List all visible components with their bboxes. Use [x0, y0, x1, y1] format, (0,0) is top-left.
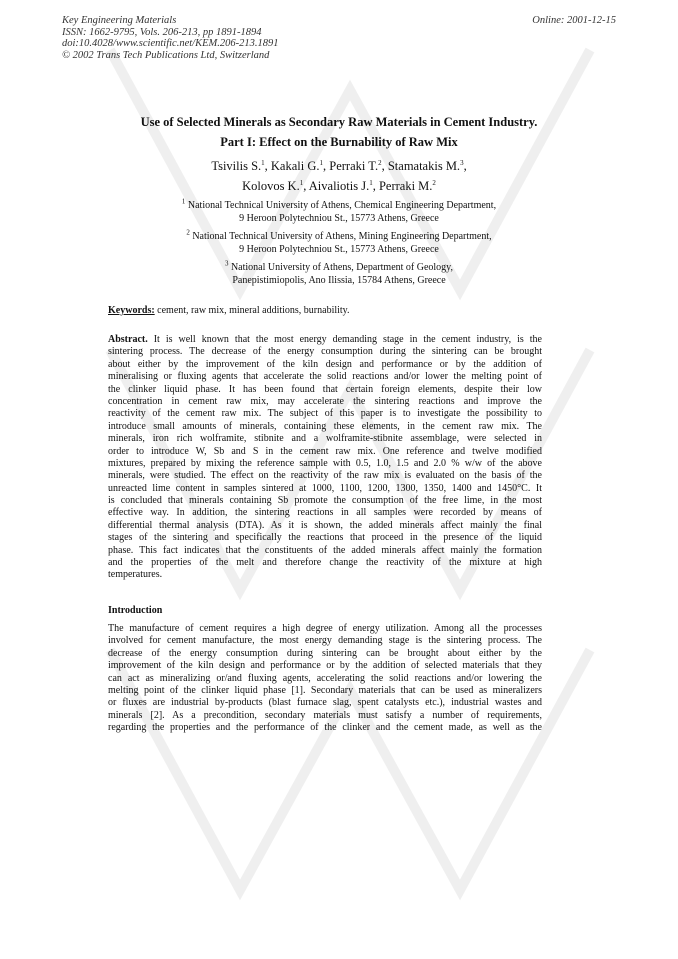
affiliation-line: National University of Athens, Department of Geology, — [230, 262, 454, 273]
paper-title-line-2: Part I: Effect on the Burnability of Raw Mix — [220, 135, 458, 149]
author-name: Stamatakis M. — [387, 159, 461, 173]
keywords — [108, 305, 350, 316]
affiliation-marker: 3 — [224, 259, 229, 268]
author-name: Kolovos K. — [242, 179, 300, 193]
abstract-line: differential thermal analysis (DTA). As it is shown, the added minerals affect mainly the final — [108, 519, 542, 531]
online-date: Online: 2001-12-15 — [532, 15, 616, 26]
abstract-line: about either by the improvement of the kiln design and performance or by the addition of — [108, 358, 542, 370]
abstract-line: stages of the sintering and specifically the reactions that proceed in the presence of the liquid — [108, 532, 542, 544]
author-name: Perraki M. — [378, 179, 433, 193]
abstract-line: concentration in cement raw mix, may accelerate the sintering reactions and improve the — [108, 395, 542, 407]
abstract-line: unreacted lime content in samples sintered at 1000, 1100, 1200, 1300, 1350, 1400 and 1450°C. It — [108, 482, 542, 494]
affiliation-address: 9 Heroon Polytechniou St., 15773 Athens, Greece — [239, 243, 439, 255]
paper-title-line-1: Use of Selected Minerals as Secondary Raw Materials in Cement Industry. — [140, 115, 538, 129]
affiliation — [100, 228, 578, 256]
affiliation — [100, 197, 578, 225]
abstract-line: reactivity of the cement raw mix. The subject of this paper is to investigate the possibility to — [108, 408, 542, 420]
intro-line: The manufacture of cement requires a high degree of energy utilization. Among all the processes — [108, 623, 542, 634]
abstract — [108, 334, 542, 582]
abstract-line: mineralising or fluxing agents that accelerate the solid reactions and/or lower the melting point of — [108, 371, 542, 383]
abstract-line: and the properties of the melt and therefore change the reactivity of the mixture at high — [108, 557, 542, 569]
author-affil-marker: 1 — [261, 158, 265, 167]
keywords-text: cement, raw mix, mineral additions, burnability. — [157, 305, 350, 316]
author-name: Perraki T. — [329, 159, 379, 173]
abstract-line: temperatures. — [108, 569, 163, 581]
title-block — [100, 112, 578, 196]
intro-line: decrease of the energy consumption during sintering can be brought about either by the — [108, 647, 542, 659]
abstract-line: phase. This fact indicates that the constituents of the added minerals affect mainly the formation — [108, 544, 542, 556]
author-list — [100, 156, 578, 196]
introduction-heading: Introduction — [108, 605, 163, 616]
affiliation-line: National Technical University of Athens, Mining Engineering Department, — [192, 231, 492, 242]
abstract-label: Abstract. — [108, 334, 148, 345]
affiliation — [100, 259, 578, 287]
author-affil-marker: 1 — [299, 178, 304, 187]
abstract-line: is concluded that minerals containing Sb promote the consumption of the free lime, in the most — [108, 495, 542, 507]
abstract-line-1 — [108, 334, 542, 346]
keywords-label: Keywords: — [108, 305, 155, 316]
intro-line: improvement of the kiln design and performance or by the addition of selected materials that they — [108, 660, 542, 672]
abstract-line: order to introduce W, Sb and S in the cement raw mix. One reference and twelve modified — [108, 445, 542, 457]
affiliation-address: Panepistimiopolis, Ano Ilissia, 15784 Athens, Greece — [232, 274, 446, 286]
abstract-line: effective way. In addition, the sintering reactions in all samples were recorded by means of — [108, 507, 542, 519]
author-name: Kakali G. — [270, 159, 320, 173]
author-name: Tsivilis S. — [211, 159, 262, 173]
copyright-line: © 2002 Trans Tech Publications Ltd, Switzerland — [62, 49, 270, 61]
affiliation-marker: 2 — [186, 228, 190, 237]
abstract-line: minerals, were studied. The effect on the reactivity of the raw mix is evaluated on the basis of the — [108, 470, 542, 482]
affiliations — [100, 197, 578, 293]
introduction-body — [108, 623, 542, 735]
abstract-line: the clinker liquid phase. It has been found that certain foreign elements, despite their low — [108, 383, 542, 395]
abstract-line: mixtures, prepared by mixing the reference sample with 0.5, 1.0, 1.5 and 2.0 % w/w of the above — [108, 457, 542, 469]
abstract-line: minerals, iron rich wolframite, stibnite and a wolframite-stibnite assemblage, were selected in — [108, 433, 542, 445]
intro-line: or fluxes are industrial by-products (blast furnace slag, spent catalysts etc.), industrial wastes and — [108, 697, 542, 709]
author-affil-marker: 3 — [460, 158, 464, 167]
affiliation-marker: 1 — [181, 197, 186, 206]
issn-line: ISSN: 1662-9795, Vols. 206-213, pp 1891-1894 — [62, 26, 262, 38]
intro-line: can act as mineralizing or/and fluxing agents, accelerating the solid reactions and/or lowering the — [108, 672, 542, 684]
abstract-text: It is well known that the most energy demanding stage in the cement industry, is the — [153, 334, 542, 345]
doi-line: doi:10.4028/www.scientific.net/KEM.206-213.1891 — [62, 38, 279, 49]
journal-name: Key Engineering Materials — [62, 15, 177, 26]
intro-line: involved for cement manufacture, the most energy demanding stage is the sintering process. The — [108, 635, 542, 647]
author-affil-marker: 1 — [319, 158, 324, 167]
author-name: Aivaliotis J. — [308, 179, 370, 193]
journal-citation — [62, 15, 279, 61]
author-affil-marker: 2 — [378, 158, 382, 167]
intro-line: melting point of the clinker liquid phase [1]. Secondary materials that can be used as mineralizers — [108, 684, 542, 696]
affiliation-address: 9 Heroon Polytechniou St., 15773 Athens, Greece — [239, 212, 439, 224]
author-line-1: Tsivilis S.$^1$, Kakali G.$^1$, Perraki T.$^2$, Stamatakis M.$^3$, — [211, 158, 467, 173]
affiliation-line: National Technical University of Athens, Chemical Engineering Department, — [187, 200, 497, 211]
intro-line: minerals [2]. As a precondition, secondary materials must satisfy a number of requirements, — [108, 709, 542, 721]
intro-line: regarding the properties and the performance of the clinker and the cement made, as well as the — [108, 722, 542, 734]
author-affil-marker: 1 — [369, 178, 373, 187]
abstract-line: introduce small amounts of minerals, containing these elements, in the cement raw mix. The — [108, 420, 542, 432]
author-affil-marker: 2 — [432, 178, 436, 187]
author-line-2: Kolovos K.$^1$, Aivaliotis J.$^1$, Perraki M.$^2$ — [242, 178, 436, 193]
abstract-line: sintering process. The decrease of the energy consumption during the sintering can be brought — [108, 346, 542, 358]
